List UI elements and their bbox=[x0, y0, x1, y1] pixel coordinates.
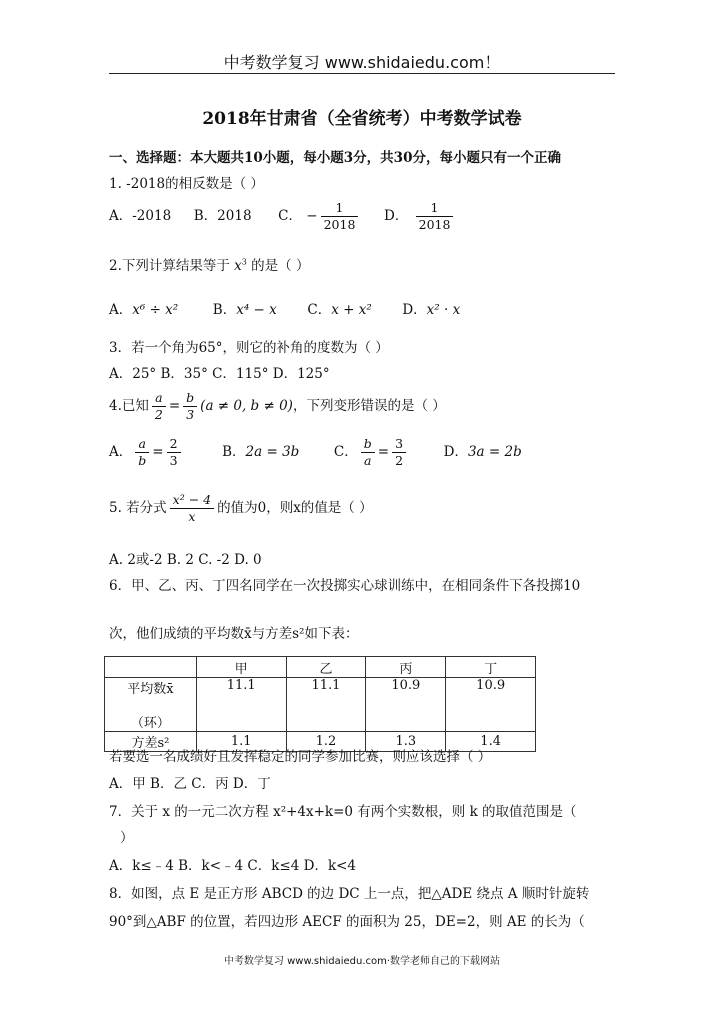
q2-stem: 2.下列计算结果等于 $x^3$ 的是（ ） bbox=[109, 257, 310, 274]
q3-options: A．25° B．35° C．115° D．125° bbox=[109, 366, 330, 382]
q4-fraction-a2: $\frac{a}{2}$ bbox=[152, 390, 166, 423]
q7-options: A．k≤﹣4 B．k<﹣4 C．k≤4 D．k<4 bbox=[109, 858, 357, 874]
q5-options: A. 2或-2 B. 2 C. -2 D. 0 bbox=[109, 552, 262, 568]
q1-option-c-fraction: $\frac{1}{2018}$ bbox=[321, 200, 359, 233]
q4-option-c: C． bbox=[333, 444, 358, 460]
q2-option-d-expr: x² · x bbox=[426, 302, 461, 318]
q2-option-b: B． bbox=[212, 302, 237, 318]
q4-option-d-expr: 3a = 2b bbox=[467, 444, 522, 460]
q8-line2: 90°到△ABF 的位置，若四边形 AECF 的面积为 25，DE=2，则 AE 的长为（ bbox=[109, 914, 585, 930]
header-divider bbox=[109, 73, 615, 74]
page-footer: 中考数学复习 www.shidaiedu.com·数学老师自己的下载网站 bbox=[223, 956, 501, 967]
q5-fraction: $\frac{\text{x² − 4}}{x}$ bbox=[170, 492, 214, 525]
q4-fraction-b3: $\frac{b}{3}$ bbox=[183, 390, 197, 423]
q4-option-b-expr: 2a = 3b bbox=[245, 444, 300, 460]
q4-options: A． $\frac{a}{b}$ = $\frac{2}{3}$ B．2a = 3b C． $\frac{b}{a}$ = $\frac{3}{2}$ D．3a = 2b bbox=[109, 436, 522, 468]
table-row-variance: 方差s² 1.1 1.2 1.3 1.4 bbox=[105, 732, 536, 752]
q1-options bbox=[109, 200, 456, 233]
q3-stem: 3．若一个角为65°，则它的补角的度数为（ ） bbox=[109, 340, 389, 356]
q1-option-c-sign: − bbox=[306, 208, 318, 224]
q2-option-a-expr: x⁶ ÷ x² bbox=[132, 302, 179, 318]
q6-line3: 若要选一名成绩好且发挥稳定的同学参加比赛，则应该选择（ ） bbox=[109, 749, 492, 765]
q1-option-a: A．-2018 bbox=[109, 208, 172, 224]
q1-option-d: D． bbox=[384, 208, 409, 224]
table-row-mean: 平均数x̄ （环） 11.1 11.1 10.9 10.9 bbox=[105, 678, 536, 732]
q2-option-d: D． bbox=[402, 302, 427, 318]
q7-stem: 7．关于 x 的一元二次方程 x²+4x+k=0 有两个实数根，则 k 的取值范围是（ bbox=[109, 804, 577, 820]
q1-option-b: B．2018 bbox=[193, 208, 252, 224]
q2-option-b-expr: x⁴ − x bbox=[236, 302, 277, 318]
q8-line1: 8．如图，点 E 是正方形 ABCD 的边 DC 上一点，把△ADE 绕点 A 顺时针旋转 bbox=[109, 886, 590, 902]
q4-option-b: B． bbox=[222, 444, 246, 460]
section-heading: 一、选择题：本大题共10小题，每小题3分，共30分，每小题只有一个正确 bbox=[109, 150, 561, 166]
q2-option-c: C． bbox=[307, 302, 332, 318]
q2-option-c-expr: x + x² bbox=[331, 302, 372, 318]
q1-option-c: C． bbox=[278, 208, 302, 224]
q5-stem: 5. 若分式 $\frac{\text{x² − 4}}{x}$ 的值为0，则x的值是（ ） bbox=[109, 492, 373, 524]
page-header: 中考数学复习 www.shidaiedu.com！ bbox=[223, 53, 501, 72]
table-header-row: 甲 乙 丙 丁 bbox=[105, 657, 536, 678]
q1-option-d-fraction: $\frac{1}{2018}$ bbox=[416, 200, 454, 233]
q6-line2: 次，他们成绩的平均数x̄与方差s²如下表： bbox=[109, 626, 359, 642]
q2-option-a: A． bbox=[109, 302, 133, 318]
q6-line1: 6．甲、乙、丙、丁四名同学在一次投掷实心球训练中，在相同条件下各投掷10 bbox=[109, 578, 581, 594]
q4-option-d: D． bbox=[443, 444, 468, 460]
q6-score-table bbox=[104, 656, 536, 752]
exam-title: 2018年甘肃省（全省统考）中考数学试卷 bbox=[202, 109, 522, 129]
q7-stem-end: ） bbox=[120, 830, 134, 846]
q4-stem: 4.已知 $\frac{a}{2}$ = $\frac{b}{3}$ (a ≠ 0, b ≠ 0)，下列变形错误的是（ ） bbox=[109, 390, 446, 422]
q4-option-a: A． bbox=[109, 444, 133, 460]
q1-stem: 1. -2018的相反数是（ ） bbox=[109, 176, 264, 192]
q6-options: A．甲 B．乙 C．丙 D．丁 bbox=[109, 776, 271, 792]
q2-options bbox=[109, 298, 460, 318]
